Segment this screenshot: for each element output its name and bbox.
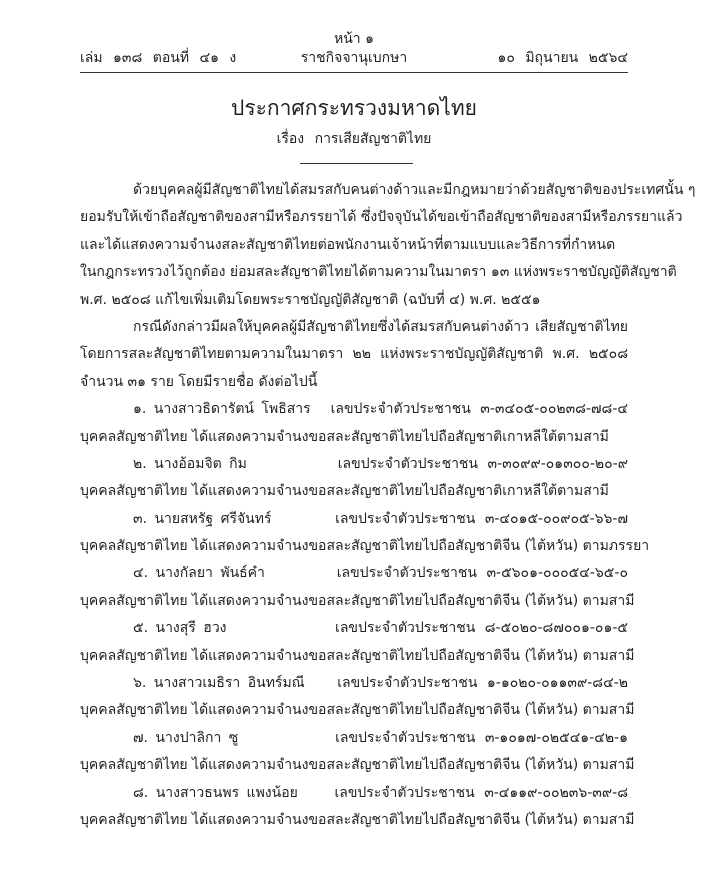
paragraph-2 <box>80 317 628 399</box>
document-title: ประกาศกระทรวงมหาดไทย <box>231 96 477 120</box>
entry-note: บุคคลสัญชาติไทย ได้แสดงความจำนงขอสละสัญชาติไทยไปถือสัญชาติจีน (ไต้หวัน) ตามภรรยา <box>80 538 650 555</box>
entry-note: บุคคลสัญชาติไทย ได้แสดงความจำนงขอสละสัญชาติไทยไปถือสัญชาติเกาหลีใต้ตามสามี <box>80 428 609 445</box>
id-number: ๓-๑๐๑๗-๐๒๕๔๑-๔๒-๑ <box>484 729 628 746</box>
entry-id <box>338 454 628 481</box>
entry-row <box>80 673 628 700</box>
entry-row <box>80 618 628 645</box>
id-number: ๓-๓๐๙๙-๐๑๓๐๐-๒๐-๙ <box>487 455 628 472</box>
id-label: เลขประจำตัวประชาชน <box>336 565 477 582</box>
entry-note: บุคคลสัญชาติไทย ได้แสดงความจำนงขอสละสัญชาติไทยไปถือสัญชาติเกาหลีใต้ตามสามี <box>80 483 609 500</box>
entry-row <box>80 783 628 810</box>
id-number: ๘-๕๐๒๐-๘๗๐๐๑-๐๑-๕ <box>484 620 628 637</box>
document-subject: เรื่อง การเสียสัญชาติไทย <box>276 131 432 147</box>
paragraph-1 <box>80 180 696 317</box>
document-body <box>80 180 696 837</box>
gazette-header <box>80 47 628 67</box>
text-line: ด้วยบุคคลผู้มีสัญชาติไทยได้สมรสกับคนต่างด้าวและมีกฎหมายว่าด้วยสัญชาติของประเทศนั้น ๆ <box>133 182 696 198</box>
id-label: เลขประจำตัวประชาชน <box>335 620 476 637</box>
entry-row <box>80 563 628 590</box>
entry-list <box>80 399 650 837</box>
entry-id <box>335 618 628 645</box>
id-label: เลขประจำตัวประชาชน <box>337 675 478 692</box>
entry-note: บุคคลสัญชาติไทย ได้แสดงความจำนงขอสละสัญชาติไทยไปถือสัญชาติจีน (ไต้หวัน) ตามสามี <box>80 647 635 664</box>
header-divider <box>80 72 628 73</box>
entry-note: บุคคลสัญชาติไทย ได้แสดงความจำนงขอสละสัญชาติไทยไปถือสัญชาติจีน (ไต้หวัน) ตามสามี <box>80 702 635 719</box>
id-label: เลขประจำตัวประชาชน <box>335 510 476 527</box>
entry-note: บุคคลสัญชาติไทย ได้แสดงความจำนงขอสละสัญชาติไทยไปถือสัญชาติจีน (ไต้หวัน) ตามสามี <box>80 811 635 828</box>
id-label: เลขประจำตัวประชาชน <box>330 401 471 418</box>
id-number: ๑-๑๐๒๐-๐๑๑๓๙-๘๔-๒ <box>486 675 628 692</box>
entry-id <box>331 399 628 426</box>
entry-id <box>334 783 628 810</box>
text-line: ยอมรับให้เข้าถือสัญชาติของสามีหรือภรรยาได้ ซึ่งปัจจุบันได้ขอเข้าถือสัญชาติของสามีหรือภรรยาแล้ว <box>80 209 683 226</box>
entry-name: ๔. นางกัลยา พันธ์คำ <box>133 565 265 582</box>
entry-id <box>337 673 628 700</box>
text-line: และได้แสดงความจำนงสละสัญชาติไทยต่อพนักงานเจ้าหน้าที่ตามแบบและวิธีการที่กำหนด <box>80 236 616 253</box>
volume-issue: เล่ม ๑๓๘ ตอนที่ ๔๑ ง <box>80 50 237 66</box>
id-number: ๓-๓๔๐๕-๐๐๒๓๘-๗๘-๔ <box>480 401 628 418</box>
id-number: ๓-๔๐๑๕-๐๐๙๐๕-๖๖-๗ <box>484 510 628 527</box>
id-label: เลขประจำตัวประชาชน <box>337 455 479 472</box>
text-line: โดยการสละสัญชาติไทยตามความในมาตรา ๒๒ แห่งพระราชบัญญัติสัญชาติ พ.ศ. ๒๕๐๘ <box>80 346 628 363</box>
entry-name: ๖. นางสาวเมธิรา อินทร์มณี <box>133 675 305 692</box>
entry-id <box>337 563 628 590</box>
entry-name: ๗. นางปาลิกา ซู <box>133 729 239 746</box>
text-line: จำนวน ๓๑ ราย โดยมีรายชื่อ ดังต่อไปนี้ <box>80 373 318 390</box>
entry-note: บุคคลสัญชาติไทย ได้แสดงความจำนงขอสละสัญชาติไทยไปถือสัญชาติจีน (ไต้หวัน) ตามสามี <box>80 757 635 774</box>
publication-date: ๑๐ มิถุนายน ๒๕๖๔ <box>497 50 628 66</box>
publication-name: ราชกิจจานุเบกษา <box>300 50 408 66</box>
title-divider <box>300 163 413 164</box>
entry-row <box>80 454 628 481</box>
id-number: ๓-๔๑๑๙-๐๐๒๓๖-๓๙-๘ <box>484 784 628 801</box>
entry-name: ๘. นางสาวธนพร แพงน้อย <box>133 784 298 801</box>
id-label: เลขประจำตัวประชาชน <box>335 729 476 746</box>
text-line: พ.ศ. ๒๕๐๘ แก้ไขเพิ่มเติมโดยพระราชบัญญัติสัญชาติ (ฉบับที่ ๔) พ.ศ. ๒๕๕๑ <box>80 291 541 308</box>
entry-id <box>335 509 628 536</box>
entry-name: ๓. นายสหรัฐ ศรีจันทร์ <box>133 510 272 527</box>
entry-name: ๑. นางสาวธิดารัตน์ โพธิสาร <box>133 401 311 418</box>
page-number: หน้า ๑ <box>334 31 374 47</box>
entry-row <box>80 728 628 755</box>
id-label: เลขประจำตัวประชาชน <box>334 784 475 801</box>
text-line: ในกฎกระทรวงไว้ถูกต้อง ย่อมสละสัญชาติไทยได้ตามความในมาตรา ๑๓ แห่งพระราชบัญญัติสัญชาติ <box>80 264 677 281</box>
id-number: ๓-๕๖๐๑-๐๐๐๕๔-๖๕-๐ <box>486 565 628 582</box>
entry-row <box>80 399 628 426</box>
entry-name: ๒. นางอ้อมจิต กิม <box>133 455 247 472</box>
entry-row <box>80 509 628 536</box>
entry-name: ๕. นางสุรี ฮวง <box>133 620 227 637</box>
entry-id <box>335 728 628 755</box>
text-line: กรณีดังกล่าวมีผลให้บุคคลผู้มีสัญชาติไทยซึ่งได้สมรสกับคนต่างด้าว เสียสัญชาติไทย <box>133 318 628 335</box>
entry-note: บุคคลสัญชาติไทย ได้แสดงความจำนงขอสละสัญชาติไทยไปถือสัญชาติจีน (ไต้หวัน) ตามสามี <box>80 592 635 609</box>
